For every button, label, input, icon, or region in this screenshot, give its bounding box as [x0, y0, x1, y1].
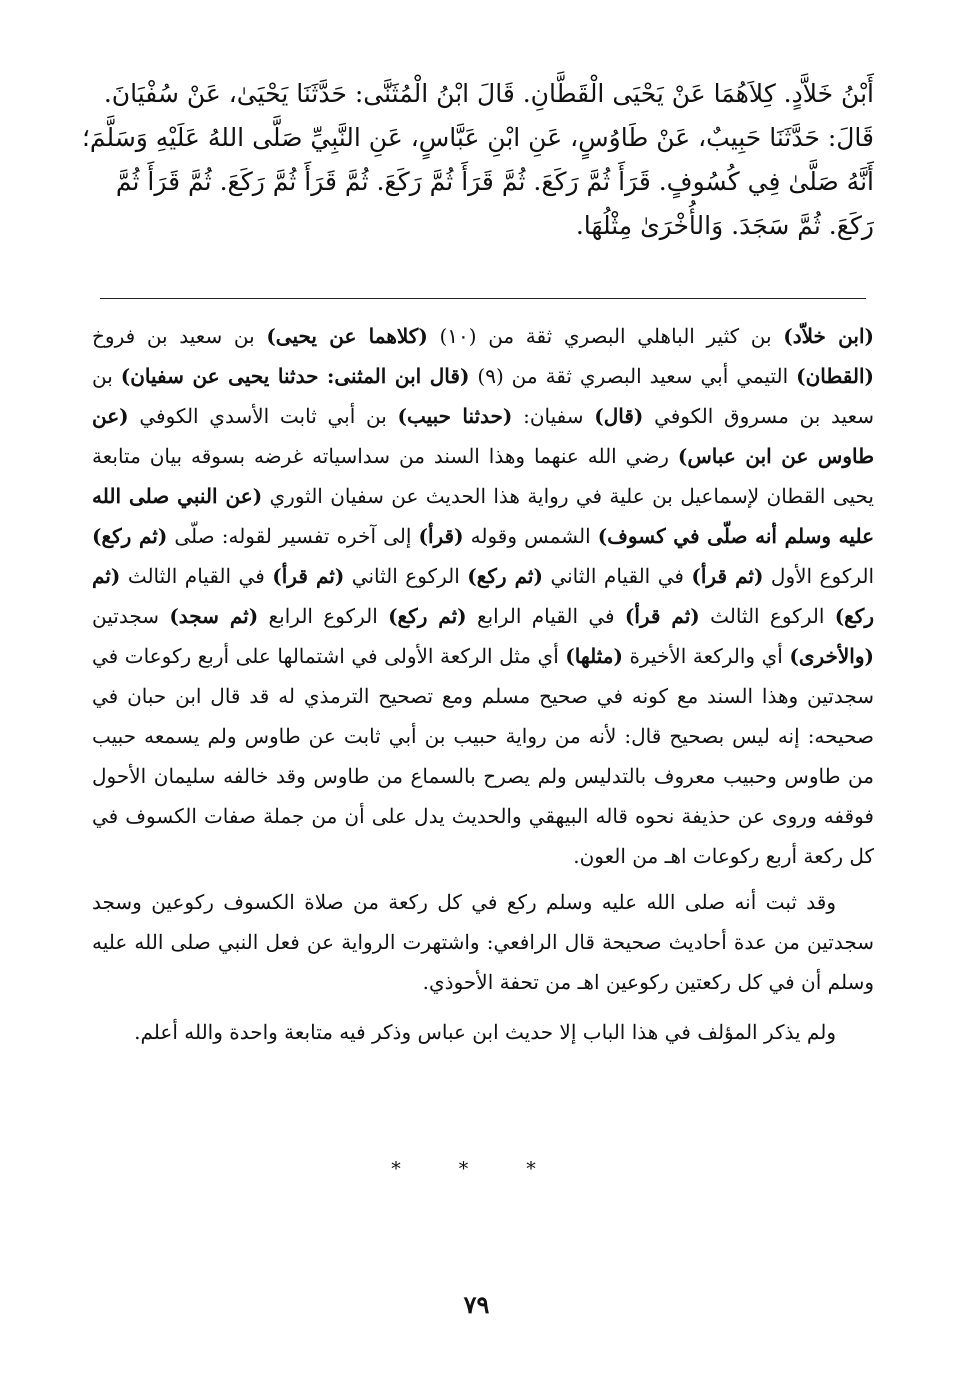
quoted-term: (ثم قرأ)	[691, 564, 764, 588]
quoted-term: (كلاهما عن يحيى)	[266, 324, 428, 348]
commentary-text: التيمي أبي سعيد البصري ثقة من (٩)	[469, 364, 797, 388]
quoted-term: (ابن خلاّد)	[783, 324, 874, 348]
quoted-term: (عن طاوس عن ابن عباس)	[92, 404, 874, 468]
commentary-text: الركوع الثاني	[344, 564, 468, 588]
commentary-text: في القيام الثالث	[120, 564, 273, 588]
quoted-term: (ثم قرأ)	[272, 564, 345, 588]
commentary-text: سفيان:	[512, 404, 595, 428]
commentary-paragraph	[92, 316, 874, 876]
quoted-term: (ثم سجد)	[169, 604, 259, 628]
quoted-term: (ثم قرأ)	[624, 604, 700, 628]
quoted-term: (قال)	[594, 404, 644, 428]
quoted-term: (مثلها)	[565, 644, 623, 668]
commentary-text: أي مثل الركعة الأولى في اشتمالها على أربع ركوعات في سجدتين وهذا السند مع كونه في صحيح مسلم ومع تصحيح الترمذي له قد قال ابن حبان في صحيحه: إنه ليس بصحيح قال: لأنه من رواية حبيب بن أبي ثابت عن طاوس ولم يسمعه حبيب من طاوس وحبيب معروف بالتدليس ولم يصرح بالسماع من طاوس وقد خالفه سليمان الأحول فوقفه وروى عن حذيفة نحوه قاله البيهقي والحديث يدل على أن من جملة صفات الكسوف في كل ركعة أربع ركوعات اهـ من العون.	[92, 644, 874, 868]
quoted-term: (ثم ركع)	[92, 524, 168, 548]
commentary	[92, 316, 874, 1062]
quoted-term: (قال ابن المثنى: حدثنا يحيى عن سفيان)	[120, 364, 470, 388]
commentary-text: في القيام الرابع	[466, 604, 625, 628]
page-number: ٧٩	[463, 1290, 490, 1319]
section-divider	[100, 298, 866, 299]
commentary-text: بن سعيد بن مسروق الكوفي	[92, 364, 874, 428]
commentary-text: بن أبي ثابت الأسدي الكوفي	[128, 404, 398, 428]
commentary-text: بن سعيد بن فروخ	[92, 324, 267, 348]
hadith-line: أَبْنُ خَلاَّدٍ. كِلاَهُمَا عَنْ يَحْيَى الْقَطَّانِ. قَالَ ابْنُ الْمُثَنَّى: حَدَّثَنَا يَحْيَىٰ، عَنْ سُفْيَانَ.	[103, 79, 874, 108]
commentary-text: الركوع الثالث	[699, 604, 835, 628]
commentary-text: سجدتين	[92, 604, 170, 628]
commentary-text: الركوع الرابع	[258, 604, 389, 628]
quoted-term: (ثم ركع)	[92, 564, 874, 628]
commentary-text: رضي الله عنهما وهذا السند من سداسياته غرضه بسوقه بيان متابعة يحيى القطان لإسماعيل بن علية في رواية هذا الحديث عن سفيان الثوري	[92, 444, 874, 508]
quoted-term: (ثم ركع)	[467, 564, 543, 588]
commentary-text: بن كثير الباهلي البصري ثقة من (١٠)	[427, 324, 784, 348]
commentary-paragraph: ولم يذكر المؤلف في هذا الباب إلا حديث ابن عباس وذكر فيه متابعة واحدة والله أعلم.	[134, 1020, 836, 1044]
commentary-text: في القيام الثاني	[542, 564, 692, 588]
quoted-term: (حدثنا حبيب)	[397, 404, 513, 428]
hadith-text	[81, 72, 874, 248]
hadith-line: قَالَ: حَدَّثَنَا حَبِيبٌ، عَنْ طَاوُسٍ، عَنِ ابْنِ عَبَّاسٍ، عَنِ النَّبِيِّ صَلَّى اللهُ عَلَيْهِ وَسَلَّمَ؛	[81, 123, 874, 152]
commentary-text: أي والركعة الأخيرة	[622, 644, 790, 668]
commentary-text: الشمس وقوله	[463, 524, 598, 548]
quoted-term: (القطان)	[796, 364, 874, 388]
quoted-term: (ثم ركع)	[388, 604, 467, 628]
commentary-text: إلى آخره تفسير لقوله: صلّى	[167, 524, 419, 548]
quoted-term: (والأخرى)	[789, 644, 874, 668]
quoted-term: (عن النبي صلى الله عليه وسلم أنه صلّى في كسوف)	[92, 484, 874, 548]
hadith-line: أَنَّهُ صَلَّىٰ فِي كُسُوفٍ. قَرَأَ ثُمَّ رَكَعَ. ثُمَّ قَرَأَ ثُمَّ رَكَعَ. ثُمَّ قَرَأَ ثُمَّ رَكَعَ. ثُمَّ قَرَأَ ثُمَّ	[115, 167, 874, 196]
commentary-paragraph: وقد ثبت أنه صلى الله عليه وسلم ركع في كل ركعة من صلاة الكسوف ركوعين وسجد سجدتين من عدة أحاديث صحيحة قال الرافعي: واشتهرت الرواية عن فعل النبي صلى الله عليه وسلم أن في كل ركعتين ركوعين اهـ من تحفة الأحوذي.	[92, 890, 874, 994]
section-end-stars: * * *	[391, 1158, 562, 1180]
commentary-text: الركوع الأول	[763, 564, 875, 588]
hadith-line: رَكَعَ. ثُمَّ سَجَدَ. وَالأُخْرَىٰ مِثْلُهَا.	[575, 211, 874, 240]
quoted-term: (قرأ)	[418, 524, 464, 548]
